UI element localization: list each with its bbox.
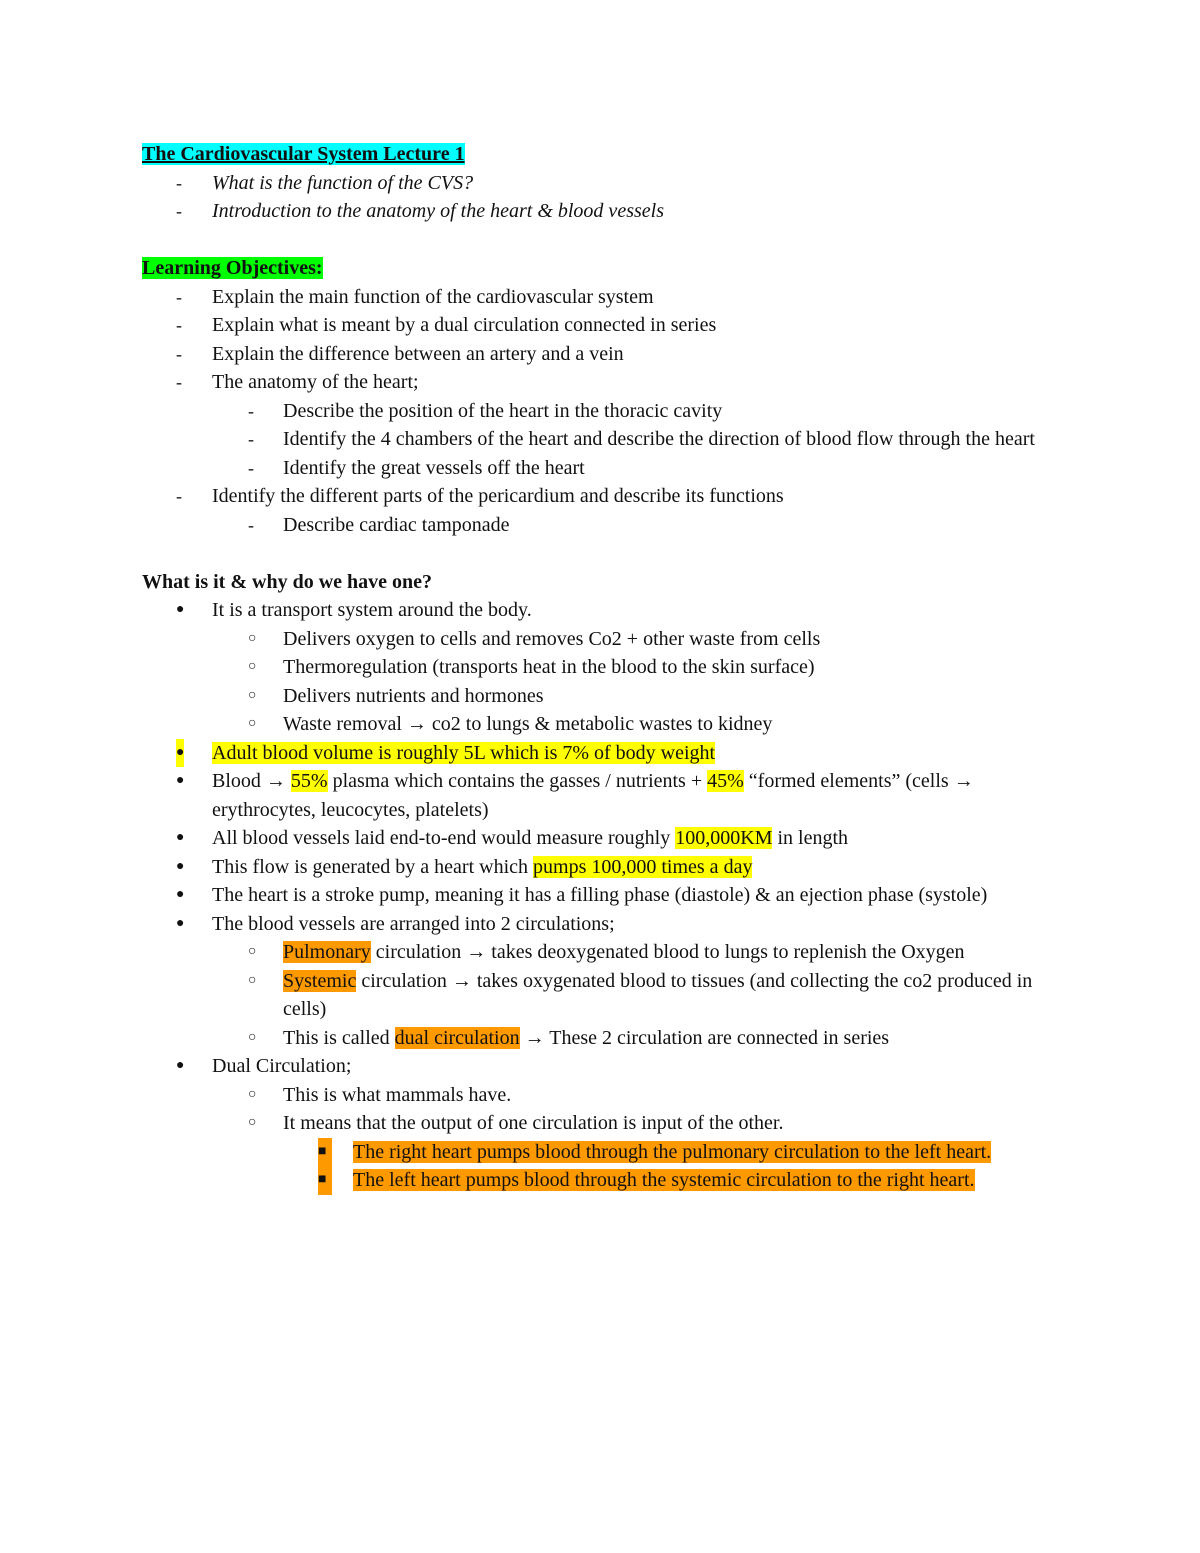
objective-item: - Identify the different parts of the pericardium and describe its functions [176, 485, 784, 507]
document-body [142, 140, 1062, 1195]
objective-subitem: - Identify the 4 chambers of the heart and describe the direction of blood flow through the heart [248, 428, 1035, 450]
objective-subitem: - Identify the great vessels off the heart [248, 456, 585, 479]
section-heading: What is it & why do we have one? [142, 570, 433, 593]
sub-bullet-item: ○ Delivers oxygen to cells and removes Co2 + other waste from cells [248, 627, 821, 650]
bullet-item: ● The blood vessels are arranged into 2 circulations; [176, 912, 615, 935]
bullet-item: ● It is a transport system around the body. [176, 599, 532, 621]
objectives-heading: Learning Objectives: [142, 257, 323, 279]
objective-item: - Explain the difference between an artery and a vein [176, 342, 624, 365]
objective-item: - Explain the main function of the cardiovascular system [176, 285, 654, 308]
sub-bullet-item: ○ It means that the output of one circulation is input of the other. [248, 1112, 784, 1134]
sub-bullet-item: ○ This is called dual circulation → These 2 circulation are connected in series [248, 1026, 890, 1049]
objective-item: - Explain what is meant by a dual circulation connected in series [176, 314, 717, 336]
sub-bullet-item: ○ Pulmonary circulation → takes deoxygenated blood to lungs to replenish the Oxygen [248, 941, 965, 963]
bullet-item: ● The heart is a stroke pump, meaning it has a filling phase (diastole) & an ejection phase (systole) [176, 884, 988, 906]
objective-item: - The anatomy of the heart; [176, 371, 419, 393]
bullet-item: ● This flow is generated by a heart which pumps 100,000 times a day [176, 855, 753, 878]
bullet-item: ● All blood vessels laid end-to-end would measure roughly 100,000KM in length [176, 827, 849, 849]
intro-item: - What is the function of the CVS? [176, 171, 474, 194]
sub-bullet-item: ○ Delivers nutrients and hormones [248, 684, 544, 707]
bullet-item: ● Dual Circulation; [176, 1055, 352, 1077]
page-title: The Cardiovascular System Lecture 1 [142, 143, 465, 165]
square-bullet-item: ■ The right heart pumps blood through the pulmonary circulation to the left heart. [142, 1138, 1062, 1167]
square-bullet-item: ■ The left heart pumps blood through the systemic circulation to the right heart. [142, 1166, 1062, 1195]
objective-subitem: - Describe the position of the heart in the thoracic cavity [248, 399, 723, 422]
bullet-item: ● Blood → 55% plasma which contains the gasses / nutrients + 45% “formed elements” (cells → erythrocytes, leucocytes, platelets) [176, 770, 974, 821]
intro-item: - Introduction to the anatomy of the heart & blood vessels [176, 200, 664, 222]
sub-bullet-item: ○ This is what mammals have. [248, 1083, 512, 1106]
sub-bullet-item: ○ Thermoregulation (transports heat in the blood to the skin surface) [248, 656, 815, 678]
objective-subitem: - Describe cardiac tamponade [248, 513, 510, 536]
sub-bullet-item: ○ Waste removal → co2 to lungs & metabolic wastes to kidney [248, 713, 773, 735]
sub-bullet-item: ○ Systemic circulation → takes oxygenated blood to tissues (and collecting the co2 produced in cells) [248, 969, 1033, 1020]
bullet-item: ● Adult blood volume is roughly 5L which is 7% of body weight [142, 739, 1062, 768]
